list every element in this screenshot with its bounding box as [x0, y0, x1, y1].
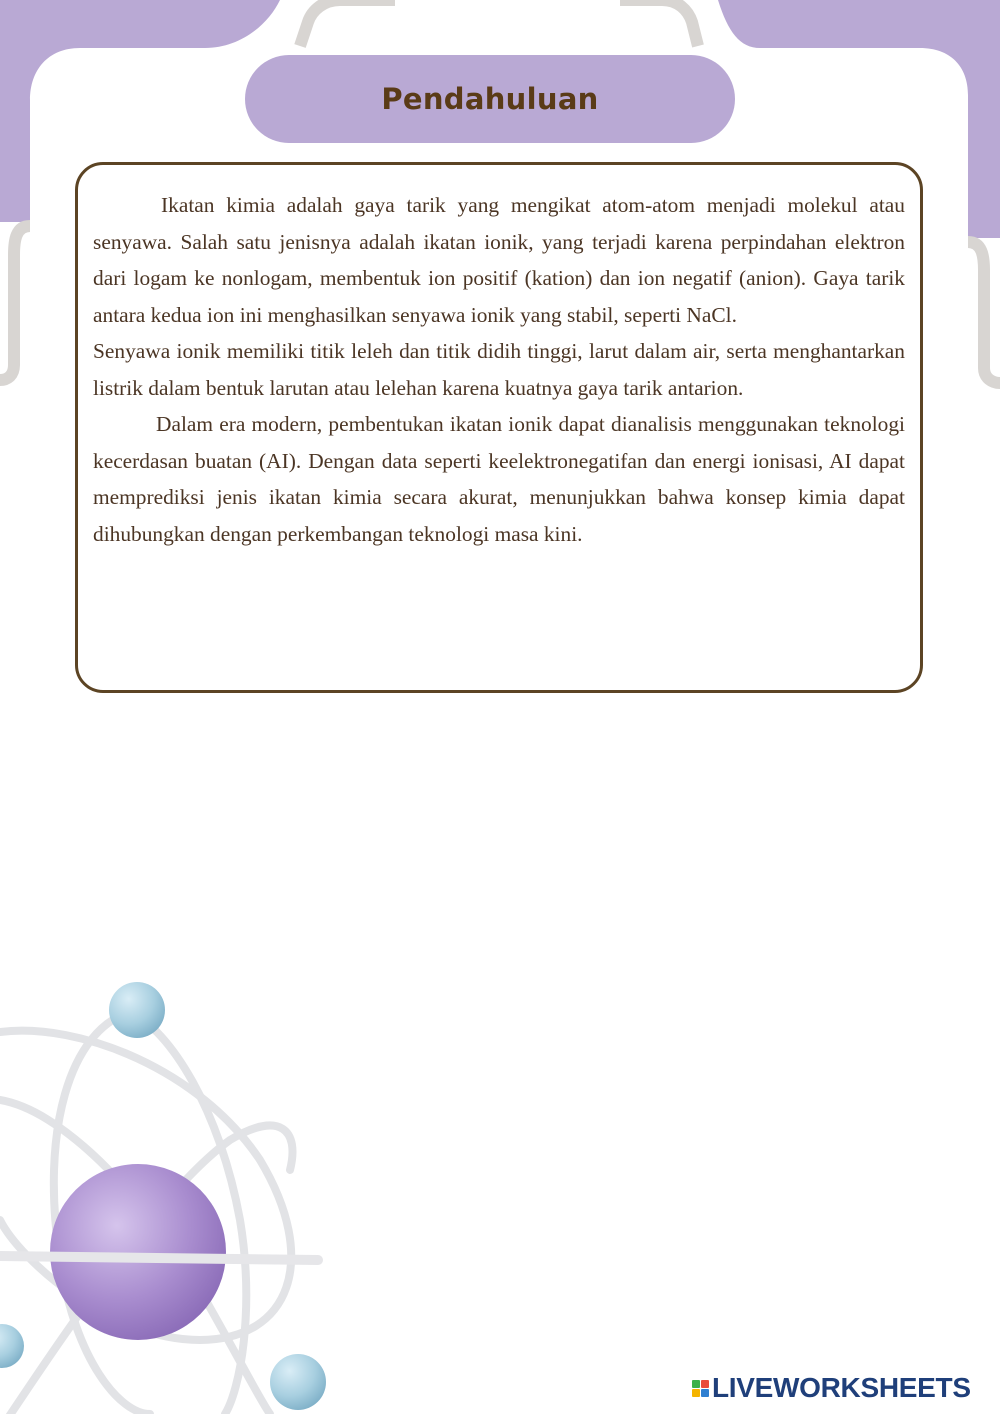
liveworksheets-icon	[692, 1380, 709, 1397]
paragraph-2: Senyawa ionik memiliki titik leleh dan titik didih tinggi, larut dalam air, serta menghantarkan listrik dalam bentuk larutan atau lelehan karena kuatnya gaya tarik antarion.	[93, 339, 905, 400]
brand-name: LIVEWORKSHEETS	[712, 1372, 971, 1403]
paragraph-1: Ikatan kimia adalah gaya tarik yang mengikat atom-atom menjadi molekul atau senyawa. Salah satu jenisnya adalah ikatan ionik, yang terjadi karena perpindahan elektron dari logam ke nonlogam, membentuk ion positif (kation) dan ion negatif (anion). Gaya tarik antara kedua ion ini menghasilkan senyawa ionik yang stabil, seperti NaCl.	[93, 193, 905, 327]
electron-sphere	[109, 982, 165, 1038]
title-banner	[245, 55, 735, 143]
electron-sphere	[270, 1354, 326, 1410]
atom-illustration	[0, 960, 340, 1414]
axis-rod	[0, 1256, 318, 1260]
page-title: Pendahuluan	[381, 82, 599, 116]
intro-text-box	[75, 162, 923, 693]
paragraph-3: Dalam era modern, pembentukan ikatan ionik dapat dianalisis menggunakan teknologi kecerdasan buatan (AI). Dengan data seperti keelektronegatifan dan energi ionisasi, AI dapat memprediksi jenis ikatan kimia secara akurat, menunjukkan bahwa konsep kimia dapat dihubungkan dengan perkembangan teknologi masa kini.	[93, 412, 905, 546]
electron-sphere	[0, 1324, 24, 1368]
liveworksheets-logo[interactable]	[692, 1370, 992, 1406]
